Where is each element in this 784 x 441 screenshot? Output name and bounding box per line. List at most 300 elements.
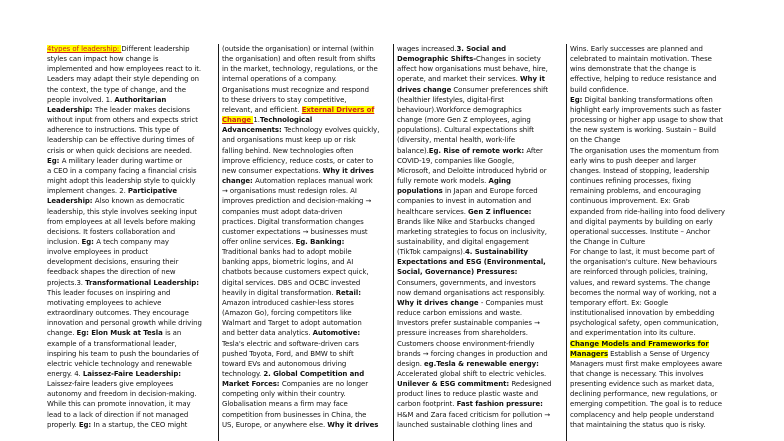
text-segment: inspiring his team to push the boundaries of: [47, 349, 199, 358]
text-line: [222, 54, 392, 64]
bold-text: Fast fashion pressure:: [456, 400, 543, 409]
text-segment: expanded from ride-hailing into food delivery: [570, 207, 725, 216]
column-divider-1: [218, 44, 219, 441]
text-line: [47, 257, 215, 267]
text-line: [397, 85, 565, 95]
text-segment: the Change in Culture: [570, 237, 646, 246]
text-segment: Amazon introduced cashier-less stores: [222, 298, 354, 307]
bold-text: Eg. Rise of remote work:: [428, 146, 527, 155]
text-line: [397, 389, 565, 399]
text-segment: new consumer expectations.: [222, 166, 323, 175]
text-segment: competition from businesses in China, the: [222, 410, 367, 419]
text-line: [222, 389, 392, 399]
text-line: [222, 44, 392, 54]
text-segment: operational successes. Institute – Anchor: [570, 227, 711, 236]
text-segment: Different leadership: [121, 45, 190, 53]
text-segment: leadership, this style involves seeking input: [47, 207, 197, 216]
bold-text: Gen Z influence:: [468, 207, 532, 216]
text-segment: temporary effort. Ex: Google: [570, 298, 669, 307]
text-segment: wages increased.: [397, 45, 457, 53]
text-line: [397, 308, 565, 318]
bold-text: Unilever & ESG commitment:: [397, 380, 512, 389]
text-segment: that change is necessary. This involves: [570, 370, 704, 378]
text-segment: Brands like Nike and Starbucks changed: [397, 217, 535, 226]
text-line: [570, 54, 738, 64]
bold-text: Leadership:: [47, 197, 95, 206]
bold-text: 4. Sustainability: [464, 248, 529, 257]
text-line: [570, 267, 738, 277]
text-line: [397, 146, 565, 156]
text-segment: and organisations must keep up or risk: [222, 136, 356, 145]
text-line: [222, 247, 392, 257]
text-line: [397, 349, 565, 359]
text-segment: (diversity, mental health, work-life: [397, 136, 515, 145]
text-segment: psychological safety, open communication,: [570, 319, 719, 328]
text-segment: While this can promote innovation, it may: [47, 400, 191, 409]
text-segment: effective, helping to reduce resistance and: [570, 75, 717, 84]
text-column-3: [397, 44, 565, 441]
text-segment: changes. Instead of stopping, leadership: [570, 166, 710, 175]
text-segment: The organisation uses the momentum from: [570, 146, 719, 155]
text-segment: Walmart and Target to adopt automation: [222, 319, 362, 328]
text-line: [47, 318, 215, 328]
text-segment: Accelerated global shift to electric vehicles.: [397, 370, 547, 378]
text-line: [222, 166, 392, 176]
text-segment: Customers choose environment-friendly: [397, 339, 535, 348]
text-segment: continues refining processes, fixing: [570, 177, 692, 186]
highlighted-heading: 4types of leadership:: [47, 45, 122, 53]
text-segment: involve employees in product: [47, 248, 149, 257]
text-segment: improve efficiency, reduce costs, or cater to: [222, 156, 374, 165]
text-line: [222, 339, 392, 349]
bold-text: Authoritarian: [114, 95, 167, 104]
text-line: [570, 318, 738, 328]
text-segment: marketing strategies to focus on inclusivity,: [397, 227, 547, 236]
text-line: [47, 247, 215, 257]
text-segment: fully remote work models.: [397, 177, 489, 186]
text-segment: might adopt this leadership style to quickly: [47, 177, 196, 186]
text-segment: technology.: [222, 370, 264, 378]
text-line: [570, 349, 738, 359]
text-line: [397, 44, 565, 54]
text-line: [47, 125, 215, 135]
bold-text: 3. Social and: [456, 45, 507, 53]
text-segment: (TikTok campaigns).: [397, 248, 465, 257]
text-line: [47, 339, 215, 349]
text-line: [397, 186, 565, 196]
text-segment: Laissez-faire leaders give employees: [47, 380, 174, 389]
text-segment: US, Europe, or anywhere else.: [222, 420, 328, 429]
text-column-4: [570, 44, 738, 441]
text-line: [397, 156, 565, 166]
text-line: [222, 349, 392, 359]
text-line: [570, 369, 738, 379]
text-line: [397, 54, 565, 64]
text-line: [47, 44, 215, 54]
text-line: [570, 278, 738, 288]
text-line: [570, 247, 738, 257]
bold-text: drives change: [397, 85, 452, 94]
text-line: [397, 278, 565, 288]
text-line: [570, 410, 738, 420]
text-segment: institutionalised innovation by embedding: [570, 309, 715, 318]
text-line: [47, 54, 215, 64]
text-line: [47, 135, 215, 145]
text-segment: internal operations of a company.: [222, 75, 337, 84]
bold-text: Why it drives change: [397, 298, 481, 307]
text-line: [47, 278, 215, 288]
text-segment: example of a transformational leader,: [47, 339, 177, 348]
text-line: [397, 359, 565, 369]
text-line: [570, 125, 738, 135]
text-line: [222, 85, 392, 95]
text-line: [47, 85, 215, 95]
text-segment: complacency and help people understand: [570, 410, 714, 419]
text-line: [222, 399, 392, 409]
text-segment: A tech company may: [96, 237, 169, 246]
text-line: [47, 166, 215, 176]
text-line: [570, 135, 738, 145]
text-line: [397, 298, 565, 308]
text-line: [397, 105, 565, 115]
text-segment: inclusion.: [47, 237, 82, 246]
text-segment: practices. Digital transformation changes: [222, 217, 364, 226]
text-line: [397, 399, 565, 409]
text-segment: chatbots because customers expect quick,: [222, 268, 369, 277]
text-segment: brands → forcing changes in production and: [397, 349, 548, 358]
text-line: [222, 196, 392, 206]
text-segment: electric vehicle technology and renewable: [47, 359, 192, 368]
text-line: [47, 410, 215, 420]
text-segment: reduce carbon emissions and waste.: [397, 309, 523, 318]
text-line: [570, 166, 738, 176]
text-segment: to these drivers to stay competitive,: [222, 95, 347, 104]
text-line: [222, 308, 392, 318]
text-line: [570, 339, 738, 349]
text-line: [570, 196, 738, 206]
text-line: [570, 237, 738, 247]
text-segment: product lines to reduce plastic waste and: [397, 390, 539, 399]
text-segment: Automation replaces manual work: [255, 177, 373, 186]
highlighted-heading: Managers: [570, 349, 609, 358]
text-segment: customer expectations → businesses must: [222, 227, 368, 236]
text-line: [570, 227, 738, 237]
text-segment: The leader makes decisions: [94, 105, 190, 114]
text-line: [222, 257, 392, 267]
text-line: [47, 64, 215, 74]
text-segment: (Amazon Go), forcing competitors like: [222, 309, 352, 318]
text-segment: digital services. DBS and OCBC invested: [222, 278, 361, 287]
text-segment: companies must adopt data-driven: [222, 207, 343, 216]
text-segment: affect how organisations must behave, hire,: [397, 65, 548, 74]
text-line: [570, 105, 738, 115]
text-column-2: [222, 44, 392, 441]
text-segment: change.: [47, 329, 77, 338]
text-segment: behaviour).Workforce demographics: [397, 105, 522, 114]
text-line: [47, 359, 215, 369]
column-divider-3: [566, 44, 567, 441]
text-line: [397, 207, 565, 217]
text-segment: innovation and personal growth while driving: [47, 319, 202, 328]
text-segment: adherence to instructions. This type of: [47, 126, 180, 135]
highlighted-heading: External Drivers of: [301, 105, 375, 114]
text-line: [397, 339, 565, 349]
text-segment: declining performance, new regulations, or: [570, 390, 718, 399]
bold-text: Retail:: [335, 288, 361, 297]
text-column-1: [47, 44, 215, 441]
text-line: [397, 257, 565, 267]
text-line: [397, 288, 565, 298]
bold-text: Why it drives: [322, 166, 374, 175]
text-line: [397, 379, 565, 389]
text-line: [47, 176, 215, 186]
bold-text: Why it drives: [327, 420, 379, 429]
text-segment: Changes in society: [476, 55, 541, 64]
text-line: [222, 267, 392, 277]
text-segment: A military leader during wartime or: [61, 156, 183, 165]
text-line: [570, 95, 738, 105]
text-line: [570, 146, 738, 156]
text-segment: without input from others and expects strict: [47, 116, 198, 125]
bold-text: Technological: [259, 116, 313, 125]
text-line: [397, 328, 565, 338]
text-segment: now demand organisations act responsibly.: [397, 288, 545, 297]
text-line: [570, 379, 738, 389]
text-line: [222, 369, 392, 379]
text-segment: extraordinary outcomes. They encourage: [47, 309, 189, 318]
text-line: [570, 85, 738, 95]
text-segment: lead to a lack of direction if not managed: [47, 410, 189, 419]
text-segment: balance).: [397, 146, 429, 155]
text-segment: (outside the organisation) or internal (within: [222, 45, 374, 53]
text-line: [222, 410, 392, 420]
text-line: [222, 359, 392, 369]
text-line: [222, 146, 392, 156]
text-segment: on the Change: [570, 136, 621, 145]
text-line: [47, 74, 215, 84]
text-segment: early wins to push deeper and larger: [570, 156, 697, 165]
text-line: [397, 196, 565, 206]
text-segment: change (more Gen Z employees, aging: [397, 116, 531, 125]
text-line: [570, 217, 738, 227]
text-segment: (healthier lifestyles, digital-first: [397, 95, 504, 104]
text-line: [570, 288, 738, 298]
bold-text: Aging: [488, 177, 511, 186]
text-segment: presenting evidence such as market data,: [570, 380, 715, 389]
text-line: [397, 64, 565, 74]
text-segment: Digital banking transformations often: [582, 95, 713, 104]
text-segment: Consumers, governments, and investors: [397, 278, 536, 287]
text-line: [397, 74, 565, 84]
text-segment: populations). Cultural expectations shift: [397, 126, 534, 135]
text-line: [397, 410, 565, 420]
text-segment: Leaders may adapt their style depending on: [47, 75, 199, 84]
text-segment: Technology evolves quickly,: [284, 126, 380, 135]
text-line: [47, 379, 215, 389]
bold-text: change:: [222, 177, 256, 186]
text-line: [222, 176, 392, 186]
highlighted-heading: Change: [222, 116, 254, 125]
text-line: [47, 156, 215, 166]
text-line: [47, 115, 215, 125]
text-segment: Traditional banks had to adopt mobile: [222, 248, 352, 257]
text-line: [47, 146, 215, 156]
text-line: [222, 278, 392, 288]
text-segment: feedback shapes the direction of new: [47, 268, 176, 277]
text-segment: and digital payments by building on early: [570, 217, 713, 226]
text-line: [47, 369, 215, 379]
bold-text: eg.Tesla & renewable energy:: [424, 359, 539, 368]
text-segment: and better data analytics.: [222, 329, 313, 338]
text-line: [47, 349, 215, 359]
text-segment: a CEO in a company facing a financial crisis: [47, 166, 197, 175]
text-segment: Organisations must recognize and respond: [222, 85, 369, 94]
text-segment: This leader focuses on inspiring and: [47, 288, 171, 297]
text-segment: Companies are no longer: [281, 380, 369, 389]
text-segment: healthcare services.: [397, 207, 469, 216]
bold-text: Eg:: [78, 420, 94, 429]
text-segment: properly.: [47, 420, 79, 429]
text-line: [570, 115, 738, 125]
text-line: [570, 257, 738, 267]
text-line: [570, 156, 738, 166]
text-segment: → organisations must redesign roles. AI: [222, 187, 357, 196]
text-segment: operate, and market their services.: [397, 75, 520, 84]
text-line: [47, 217, 215, 227]
text-segment: is an: [165, 329, 182, 338]
text-segment: improves prediction and decision-making →: [222, 197, 372, 206]
text-segment: competing only within their country.: [222, 390, 346, 399]
text-segment: and experimentation into its culture.: [570, 329, 696, 338]
highlighted-heading: Change Models and Frameworks for: [570, 339, 709, 348]
bold-text: 2. Global Competition and: [263, 370, 365, 378]
text-line: [222, 156, 392, 166]
text-segment: heavily in digital transformation.: [222, 288, 336, 297]
text-line: [397, 420, 565, 430]
text-segment: from employees at all levels before making: [47, 217, 196, 226]
bold-text: populations: [397, 187, 446, 196]
bold-text: Transformational Leadership:: [85, 278, 199, 287]
text-segment: decisions. It fosters collaboration and: [47, 227, 176, 236]
text-segment: Redesigned: [511, 380, 552, 389]
text-line: [47, 420, 215, 430]
text-line: [47, 328, 215, 338]
text-segment: wins demonstrate that the change is: [570, 65, 696, 74]
text-line: [570, 399, 738, 409]
bold-text: Market Forces:: [222, 380, 282, 389]
text-segment: values, and reward systems. The change: [570, 278, 711, 287]
text-segment: banking apps, biometric logins, and AI: [222, 258, 354, 267]
text-segment: highlight early improvements such as faster: [570, 105, 722, 114]
text-segment: offer online services.: [222, 237, 296, 246]
text-line: [222, 298, 392, 308]
text-line: [47, 227, 215, 237]
bold-text: Why it: [519, 75, 545, 84]
text-line: [570, 176, 738, 186]
text-line: [222, 237, 392, 247]
text-line: [397, 115, 565, 125]
text-segment: design.: [397, 359, 425, 368]
text-line: [222, 125, 392, 135]
bold-text: Social, Governance) Pressures:: [397, 268, 518, 277]
text-line: [570, 186, 738, 196]
text-line: [222, 74, 392, 84]
text-segment: Managers must first make employees aware: [570, 359, 723, 368]
text-line: [222, 420, 392, 430]
text-segment: sustainability, and digital engagement: [397, 237, 529, 246]
text-line: [570, 308, 738, 318]
text-segment: carbon footprint.: [397, 400, 457, 409]
text-segment: implemented and how employees react to it.: [47, 65, 202, 74]
bold-text: Advancements:: [222, 126, 285, 135]
text-segment: Wins. Early successes are planned and: [570, 45, 703, 53]
text-line: [570, 328, 738, 338]
text-line: [47, 389, 215, 399]
text-line: [397, 237, 565, 247]
text-line: [397, 176, 565, 186]
text-segment: energy. 4.: [47, 370, 83, 378]
text-segment: launched sustainable clothing lines and: [397, 420, 533, 429]
text-line: [397, 318, 565, 328]
text-segment: pressure increases from shareholders.: [397, 329, 528, 338]
text-line: [47, 399, 215, 409]
text-segment: Establish a Sense of Urgency: [608, 349, 710, 358]
text-line: [397, 125, 565, 135]
text-line: [47, 237, 215, 247]
text-segment: toward EVs and autonomous driving: [222, 359, 347, 368]
text-segment: After: [526, 146, 543, 155]
text-segment: Microsoft, and Deloitte introduced hybrid or: [397, 166, 547, 175]
text-segment: 1.: [253, 116, 260, 125]
text-segment: - Companies must: [480, 298, 544, 307]
text-line: [397, 166, 565, 176]
text-segment: build confidence.: [570, 85, 629, 94]
bold-text: Eg: Elon Musk at Tesla: [76, 329, 166, 338]
text-line: [222, 135, 392, 145]
text-line: [222, 186, 392, 196]
text-line: [222, 105, 392, 115]
text-line: [222, 318, 392, 328]
text-segment: becomes the normal way of working, not a: [570, 288, 717, 297]
text-line: [47, 308, 215, 318]
text-segment: Investors prefer sustainable companies →: [397, 319, 540, 328]
text-segment: the new system is working. Sustain – Build: [570, 126, 716, 135]
bold-text: Leadership:: [47, 105, 95, 114]
bold-text: Expectations and ESG (Environmental,: [397, 258, 546, 267]
text-segment: relevant, and efficient.: [222, 105, 302, 114]
text-segment: the context, the type of change, and the: [47, 85, 186, 94]
text-line: [222, 217, 392, 227]
text-line: [222, 64, 392, 74]
text-line: [570, 207, 738, 217]
text-line: [397, 369, 565, 379]
text-segment: companies to invest in automation and: [397, 197, 532, 206]
text-line: [570, 389, 738, 399]
text-segment: Tesla's electric and software-driven cars: [222, 339, 359, 348]
text-line: [47, 267, 215, 277]
text-line: [397, 267, 565, 277]
text-segment: remaining problems, and encouraging: [570, 187, 701, 196]
text-line: [570, 420, 738, 430]
text-line: [397, 217, 565, 227]
bold-text: Eg. Banking:: [295, 237, 345, 246]
text-segment: are reinforced through policies, training,: [570, 268, 708, 277]
text-line: [47, 196, 215, 206]
text-segment: Also known as democratic: [94, 197, 185, 206]
text-line: [570, 298, 738, 308]
bold-text: Demographic Shifts-: [397, 55, 477, 64]
text-segment: the organisation's culture. New behaviours: [570, 258, 717, 267]
